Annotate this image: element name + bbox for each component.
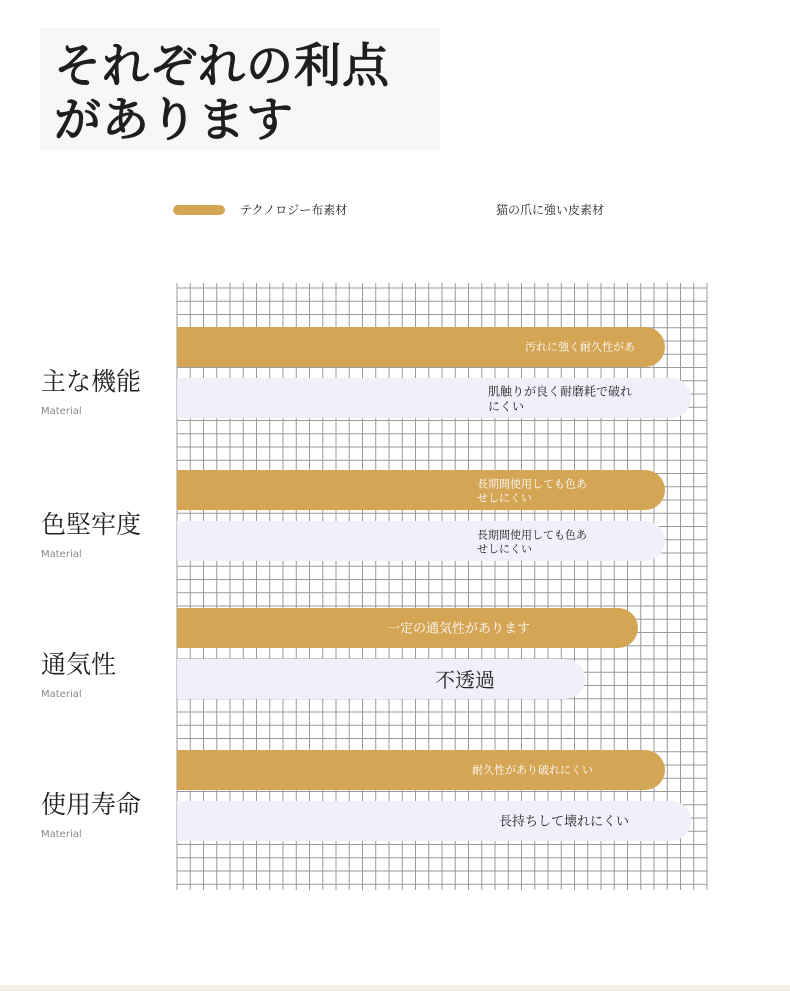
bar-label-fabric-1: 長期間使用しても色あせしにくい bbox=[477, 477, 587, 505]
bar-edge-fabric-1 bbox=[177, 470, 197, 510]
legend-label-fabric: テクノロジー布素材 bbox=[240, 203, 348, 217]
bar-fabric-1 bbox=[177, 470, 665, 510]
category-label-2: 通気性 bbox=[41, 650, 117, 679]
bar-label-fabric-3: 耐久性があり破れにくい bbox=[472, 763, 593, 777]
bar-edge-leather-0 bbox=[177, 378, 197, 418]
bar-label-leather-0: 肌触りが良く耐磨耗で破れにくい bbox=[488, 384, 633, 414]
bar-leather-2 bbox=[177, 659, 585, 699]
chart-grid bbox=[177, 283, 707, 890]
legend-label-leather: 猫の爪に強い皮素材 bbox=[496, 203, 605, 217]
category-sub-0: Material bbox=[41, 406, 82, 417]
category-sub-2: Material bbox=[41, 689, 82, 700]
bar-edge-fabric-3 bbox=[177, 750, 197, 790]
category-sub-1: Material bbox=[41, 549, 82, 560]
category-label-1: 色堅牢度 bbox=[41, 510, 142, 539]
page-title-line-2: があります bbox=[54, 93, 294, 148]
page-title-line-1: それぞれの利点 bbox=[54, 39, 390, 94]
bar-edge-leather-3 bbox=[177, 801, 197, 841]
bar-label-fabric-2: 一定の通気性があります bbox=[387, 621, 531, 637]
category-label-0: 主な機能 bbox=[41, 367, 142, 396]
bar-label-leather-3: 長持ちして壊れにくい bbox=[499, 814, 630, 830]
bar-label-fabric-0: 汚れに強く耐久性があ bbox=[525, 340, 635, 354]
bar-label-leather-1: 長期間使用しても色あせしにくい bbox=[477, 528, 587, 556]
bar-label-leather-2: 不透過 bbox=[435, 668, 495, 692]
bar-edge-fabric-0 bbox=[177, 327, 197, 367]
bar-edge-leather-2 bbox=[177, 659, 197, 699]
category-sub-3: Material bbox=[41, 829, 82, 840]
bar-leather-1 bbox=[177, 521, 665, 561]
bar-edge-fabric-2 bbox=[177, 608, 197, 648]
category-label-3: 使用寿命 bbox=[41, 790, 142, 819]
bar-edge-leather-1 bbox=[177, 521, 197, 561]
footer-strip bbox=[0, 985, 790, 991]
